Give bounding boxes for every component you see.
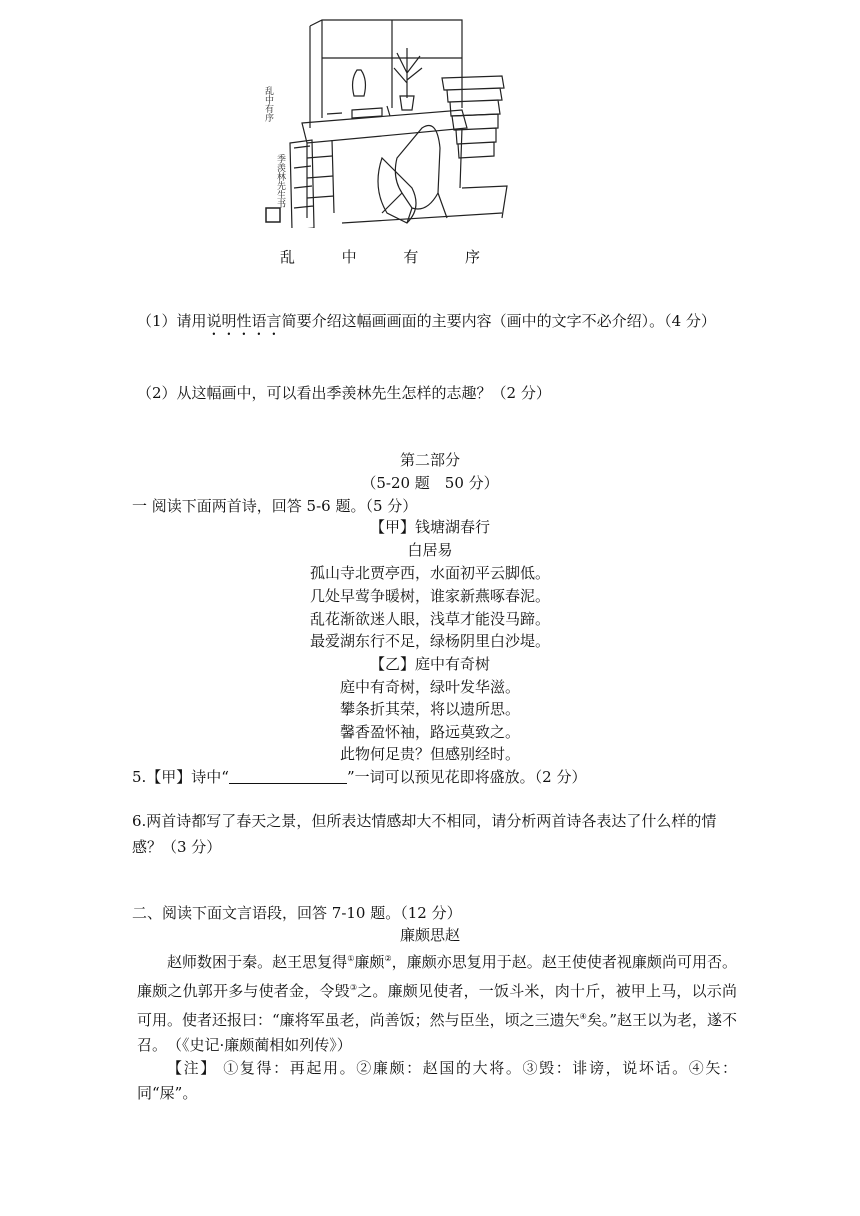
figure-caption: 乱 中 有 序 (280, 248, 480, 266)
ink-sketch-illustration (262, 18, 512, 228)
passage-title: 廉颇思赵 (399, 926, 460, 944)
svg-text:季羡林先生书: 季羡林先生书 (275, 154, 285, 208)
seal-stamp (266, 208, 280, 222)
part-title: 第二部分 (399, 451, 460, 469)
passage-source: （《史记·廉颇蔺相如列传》） (167, 1036, 352, 1054)
poem-a-author: 白居易 (407, 541, 453, 559)
passage-notes: 【注】 ①复得：再起用。②廉颇：赵国的大将。③毁：诽谤，说坏话。④矢：同“屎”。 (137, 1059, 737, 1102)
section-1-intro: 一 阅读下面两首诗，回答 5-6 题。（5 分） (132, 497, 418, 515)
poem-b-line: 庭中有奇树，绿叶发华滋。 (339, 678, 520, 696)
poem-a-title: 【甲】钱塘湖春行 (369, 518, 490, 536)
dotted-emphasis: 说明性语言 (206, 312, 282, 330)
svg-text:乱中有序: 乱中有序 (263, 86, 273, 122)
poem-b-line: 攀条折其荣，将以遗所思。 (339, 700, 520, 718)
section-2-intro: 二、阅读下面文言语段，回答 7-10 题。（12 分） (132, 904, 462, 922)
question-1: （1）请用说明性语言简要介绍这幅画画面的主要内容（画中的文字不必介绍）。（4 分） (137, 312, 716, 330)
part-subtitle: （5-20 题 50 分） (361, 474, 499, 492)
poem-b-line: 馨香盈怀袖，路远莫致之。 (339, 723, 520, 741)
poem-b-title: 【乙】庭中有奇树 (369, 655, 490, 673)
poem-a-line: 几处早莺争暖树，谁家新燕啄春泥。 (309, 587, 550, 605)
question-2: （2）从这幅画中，可以看出季羡林先生怎样的志趣？（2 分） (137, 384, 551, 402)
question-5: 5.【甲】诗中“ ”一词可以预见花即将盛放。（2 分） (132, 768, 587, 786)
poem-a-line: 最爱湖东行不足，绿杨阴里白沙堤。 (309, 632, 550, 650)
poem-a-line: 乱花渐欲迷人眼，浅草才能没马蹄。 (309, 610, 550, 628)
question-6: 6.两首诗都写了春天之景，但所表达情感却大不相同，请分析两首诗各表达了什么样的情感？（3 分） (132, 812, 717, 856)
passage-paragraph: 赵师数困于秦。赵王思复得①廉颇②，廉颇亦思复用于赵。赵王使使者视廉颇尚可用否。廉颇之仇郭开多与使者金，令毁③之。廉颇见使者，一饭斗米，肉十斤，被甲上马，以示尚可用。使者还报曰：“廉将军虽老，尚善饭；然与臣坐，顷之三遗矢④矣。”赵王以为老，遂不召。 (137, 953, 738, 1054)
inscription (263, 85, 286, 208)
poem-a-line: 孤山寺北贾亭西，水面初平云脚低。 (309, 564, 550, 582)
answer-blank[interactable] (229, 769, 347, 784)
poem-b-line: 此物何足贵？但感别经时。 (339, 745, 520, 763)
